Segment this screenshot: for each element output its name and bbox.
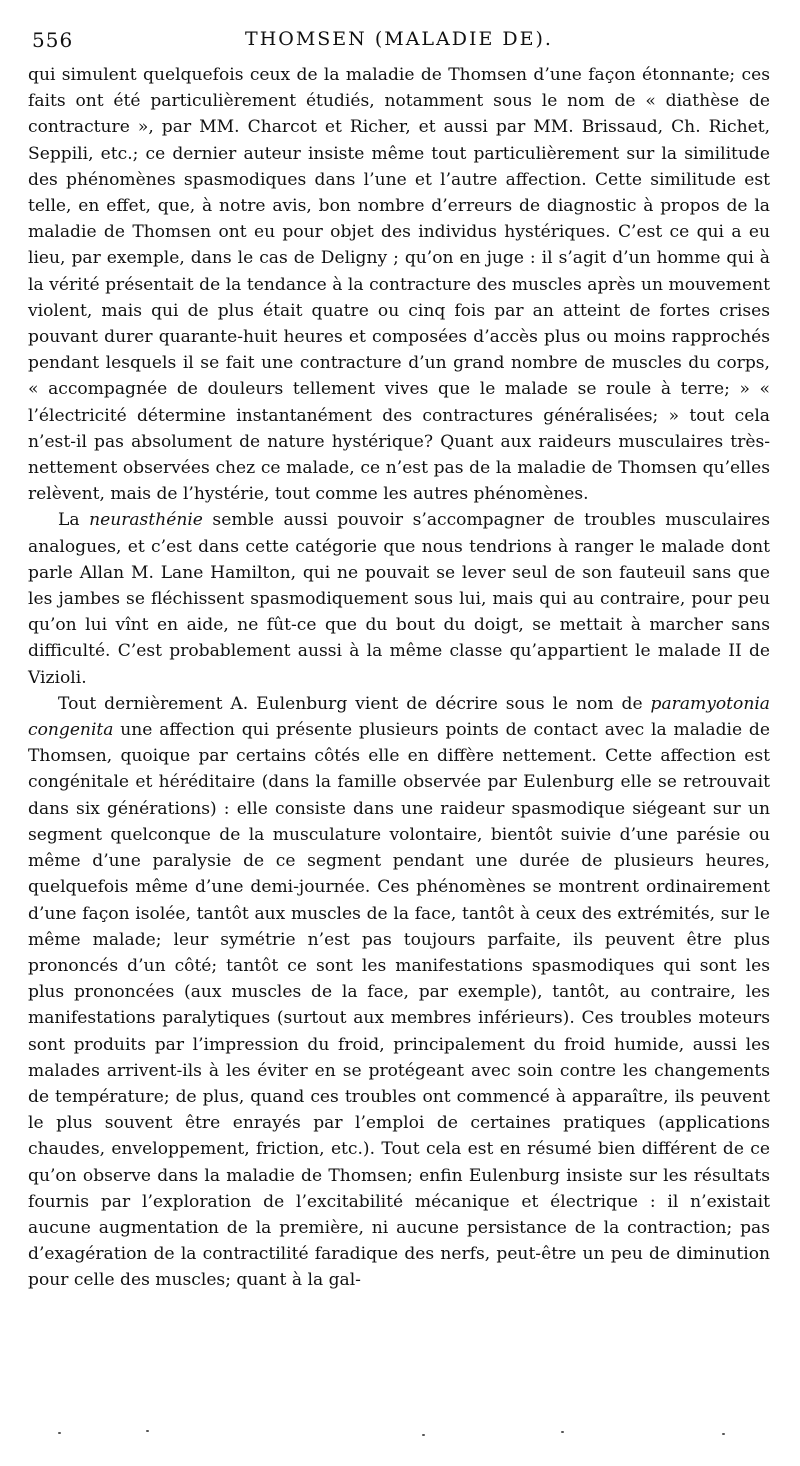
scan-specks bbox=[0, 1428, 800, 1448]
text-run: La bbox=[58, 510, 90, 531]
scan-speck bbox=[58, 1432, 61, 1434]
text-run: semble aussi pouvoir s’accompagner de troubles musculaires analogues, et c’est dans cette catégorie que nous tendrions à ranger le malade dont parle Allan M. Lane Hamilton, qui ne pouvait se lever seul de son fauteuil sans que les jambes se fléchissent spasmodiquement sous lui, mais qui au contraire, pour peu qu’on lui vînt en aide, ne fût-ce que du bout du doigt, se mettait à marcher sans difficulté. C’est probablement aussi à la même classe qu’appartient le malade II de Vizioli. bbox=[28, 510, 770, 688]
scan-speck bbox=[561, 1431, 564, 1433]
italic-term-neurasthenie: neurasthénie bbox=[89, 510, 203, 531]
running-title: THOMSEN (MALADIE DE). bbox=[245, 28, 553, 50]
paragraph-hysteria bbox=[28, 62, 770, 507]
running-head bbox=[28, 26, 770, 56]
text-run: qui simulent quelquefois ceux de la maladie de Thomsen d’une façon étonnante; ces faits ont été particulièrement étudiés, notamment sous le nom de « diathèse de contracture », par MM. Charcot et Richer, et aussi par MM. Brissaud, Ch. Richet, Seppili, etc.; ce dernier auteur insiste même tout particulièrement sur la similitude des phénomènes spasmodiques dans l’une et l’autre affection. Cette similitude est telle, en effet, que, à notre avis, bon nombre d’erreurs de diagnostic à propos de la maladie de Thomsen ont eu pour objet des individus hystériques. C’est ce qui a eu lieu, par exemple, dans le cas de Deligny ; qu’on en juge : il s’agit d’un homme qui à la vérité présentait de la tendance à la contracture des muscles après un mouvement violent, mais qui de plus était quatre ou cinq fois par an atteint de fortes crises pouvant durer quarante-huit heures et composées d’accès plus ou moins rapprochés pendant lesquels il se fait une contracture d’un grand nombre de muscles du corps, « accompagnée de douleurs tellement vives que le malade se roule à terre; » « l’électricité détermine instantanément des contractures généralisées; » tout cela n’est-il pas absolument de nature hystérique? Quant aux raideurs musculaires très-nettement observées chez ce malade, ce n’est pas de la maladie de Thomsen qu’elles relèvent, mais de l’hystérie, tout comme les autres phénomènes. bbox=[28, 65, 770, 505]
scan-speck bbox=[722, 1433, 725, 1435]
paragraph-neurasthenia bbox=[28, 507, 770, 690]
body-text bbox=[28, 62, 770, 1294]
italic-term-paramyotonia: paramyotonia congenita bbox=[28, 693, 770, 741]
text-run: une affection qui présente plusieurs points de contact avec la maladie de Thomsen, quoique par certains côtés elle en diffère nettement. Cette affection est congénitale et héréditaire (dans la famille observée par Eulenburg elle se retrouvait dans six générations) : elle consiste dans une raideur spasmodique siégeant sur un segment quelconque de la musculature volontaire, bientôt suivie d’une parésie ou même d’une paralysie de ce segment pendant une durée de plusieurs heures, quelquefois même d’une demi-journée. Ces phénomènes se montrent ordinairement d’une façon isolée, tantôt aux muscles de la face, tantôt à ceux des extrémités, sur le même malade; leur symétrie n’est pas toujours parfaite, ils peuvent être plus prononcés d’un côté; tantôt ce sont les manifestations spasmodiques qui sont les plus prononcées (aux muscles de la face, par exemple), tantôt, au contraire, les manifestations paralytiques (surtout aux membres inférieurs). Ces troubles moteurs sont produits par l’impression du froid, principalement du froid humide, aussi les malades arrivent-ils à les éviter en se protégeant avec soin contre les changements de température; de plus, quand ces troubles ont commencé à apparaître, ils peuvent le plus souvent être enrayés par l’emploi de certaines pratiques (applications chaudes, enveloppement, friction, etc.). Tout cela est en résumé bien différent de ce qu’on observe dans la maladie de Thomsen; enfin Eulenburg insiste sur les résultats fournis par l’exploration de l’excitabilité mécanique et électrique : il n’existait aucune augmentation de la première, ni aucune persistance de la contraction; pas d’exagération de la contractilité faradique des nerfs, peut-être un peu de diminution pour celle des muscles; quant à la gal- bbox=[28, 720, 770, 1291]
text-run: Tout dernièrement A. Eulenburg vient de décrire sous le nom de bbox=[58, 693, 651, 714]
scan-speck bbox=[146, 1430, 149, 1432]
book-page bbox=[28, 26, 770, 1294]
scan-speck bbox=[422, 1434, 425, 1436]
page-number: 556 bbox=[32, 28, 74, 52]
paragraph-paramyotonia bbox=[28, 691, 770, 1294]
